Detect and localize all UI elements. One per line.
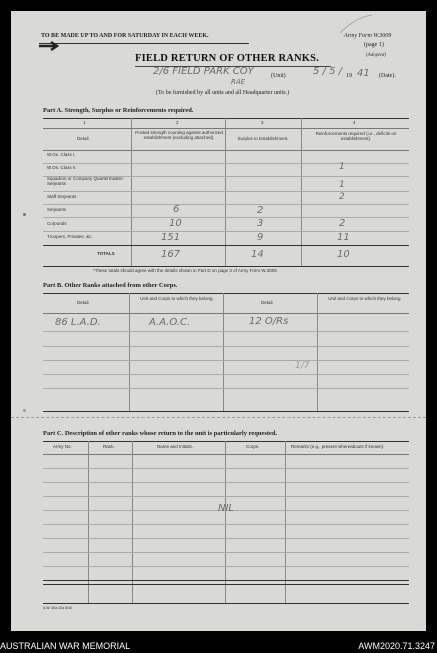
partB-col-divider: [317, 293, 318, 411]
partA-footnote: *These totals should agree with the details shown in Part D on page 3 of Army Form W.3009.: [93, 268, 278, 273]
partA-colhead-detail: Detail.: [77, 136, 90, 141]
perforation-line: [11, 417, 426, 418]
partB-bottom-rule: [43, 411, 409, 412]
instruction-text: TO BE MADE UP TO AND FOR SATURDAY IN EACH WEEK.: [41, 33, 209, 39]
partA-row-reinf: 2: [339, 218, 346, 229]
year-handwritten: 41: [357, 68, 370, 79]
partA-row-posted: 6: [173, 204, 180, 215]
row-rule: [43, 482, 409, 483]
row-rule: [43, 231, 409, 232]
partA-col-divider: [301, 118, 302, 266]
partA-colnum-3: 3: [261, 120, 264, 125]
partC-col-divider: [88, 441, 89, 603]
form-page: [11, 11, 426, 631]
partA-row-surplus: 9: [257, 232, 264, 243]
form-title: FIELD RETURN OF OTHER RANKS.: [135, 53, 320, 64]
date-label: (Date).: [379, 73, 396, 79]
unit-handwritten-corps: RAE: [231, 78, 246, 86]
archive-footer: [0, 640, 437, 653]
row-rule: [43, 163, 409, 164]
partA-bottom-rule: [43, 266, 409, 267]
totals-reinf: 10: [337, 249, 350, 260]
row-rule: [43, 191, 409, 192]
row-rule: [43, 552, 409, 553]
partB-top-rule: [43, 293, 409, 294]
partC-head-rule: [43, 454, 409, 455]
partC-top-rule: [43, 441, 409, 442]
partB-colhead-detail2: Detail.: [261, 300, 274, 305]
row-rule: [43, 217, 409, 218]
totals-posted: 167: [161, 249, 181, 260]
partA-row-reinf: 1: [339, 162, 345, 172]
partB-scribble: 1/7: [295, 361, 310, 371]
partA-row-detail: Corporals: [47, 221, 67, 226]
partB-col-divider: [223, 293, 224, 411]
partA-colhead-posted: Posted strength counting against authorized establishment (excluding attached).: [135, 130, 223, 140]
partA-row-reinf: 11: [337, 232, 350, 243]
row-rule: [43, 204, 409, 205]
partB-entry-detail2: 12 O/Rs: [249, 316, 289, 327]
partC-colhead-name: Name and Initials.: [157, 444, 194, 449]
partB-entry-unit: A.A.O.C.: [149, 317, 191, 328]
footer-accession: AWM2020.71.3247: [358, 641, 435, 651]
partA-col-divider: [225, 118, 226, 266]
partA-head-rule: [43, 150, 409, 151]
row-rule: [43, 566, 409, 567]
row-rule: [43, 360, 409, 361]
partC-col-divider: [225, 441, 226, 603]
partA-row-surplus: 2: [257, 205, 264, 216]
partB-col-divider: [129, 293, 130, 411]
row-rule: [43, 524, 409, 525]
year-prefix: 19: [346, 73, 352, 79]
row-rule: [43, 331, 409, 332]
partA-row-detail: Staff Serjeants: [47, 194, 77, 199]
partA-top-rule: [43, 118, 409, 119]
row-rule: [43, 468, 409, 469]
partA-row-detail: Troopers, Privates, &c.: [47, 234, 93, 239]
page-number: (page 1): [364, 42, 384, 48]
partC-col-divider: [285, 441, 286, 603]
partA-row-posted: 10: [169, 218, 182, 229]
footer-institution: AUSTRALIAN WAR MEMORIAL: [0, 641, 131, 651]
unit-handwritten: 2/6 FIELD PARK COY: [153, 66, 254, 77]
partA-colnum-2: 2: [176, 120, 179, 125]
partC-col-divider: [132, 441, 133, 603]
partA-colnum-4: 4: [353, 120, 356, 125]
partC-heading: Part C. Description of other ranks whose return to the unit is particularly requested.: [43, 430, 278, 437]
partB-colhead-detail: Detail.: [77, 300, 90, 305]
print-code: A.W. 30a 22a 5/40: [43, 606, 72, 610]
partA-row-detail: Serjeants: [47, 207, 67, 212]
partC-entry: NIL: [218, 503, 235, 514]
partC-colhead-army-no: Army No.: [53, 444, 72, 449]
date-handwritten: 5 / 5 /: [313, 66, 342, 77]
row-rule: [43, 580, 409, 581]
row-rule: [43, 496, 409, 497]
partB-colhead-unit: Unit and Corps to which they belong.: [140, 296, 214, 301]
punch-hole: [23, 213, 26, 216]
form-number: Army Form W.3009: [344, 33, 392, 39]
row-rule: [43, 538, 409, 539]
punch-hole: [23, 409, 26, 412]
partA-row-reinf: 2: [339, 192, 345, 202]
partC-colhead-rank: Rank.: [103, 444, 115, 449]
partB-heading: Part B. Other Ranks attached from other Corps.: [43, 282, 178, 289]
adopted-note: (Adopted): [366, 53, 386, 58]
partC-colhead-corps: Corps.: [246, 444, 260, 449]
partC-colhead-remarks: Remarks (e.g., present whereabouts if known).: [291, 444, 385, 449]
totals-rule: [43, 245, 409, 246]
row-rule: [43, 374, 409, 375]
row-rule: [43, 388, 409, 389]
partB-head-rule: [43, 313, 409, 314]
instruction-underline: [39, 43, 249, 44]
partA-row-reinf: 1: [339, 180, 345, 190]
partA-row-posted: 151: [161, 232, 181, 243]
partA-row-surplus: 3: [257, 218, 264, 229]
partA-num-rule: [43, 128, 409, 129]
partA-row-detail: W.Os. Class II.: [47, 165, 77, 170]
row-rule: [43, 346, 409, 347]
partA-heading: Part A. Strength, Surplus or Reinforcements required.: [43, 107, 194, 114]
partA-colnum-1: 1: [83, 120, 86, 125]
arrow-mark-icon: [37, 40, 63, 52]
partC-bottom-rule: [43, 603, 409, 604]
partA-colhead-surplus: Surplus to Establishment.: [237, 136, 289, 141]
partA-row-detail: W.Os. Class I.: [47, 152, 76, 157]
partA-colhead-reinf: Reinforcements required (i.e., deficits on establishment).: [315, 131, 397, 141]
partB-colhead-unit2: Unit and Corps to which they belong.: [328, 296, 402, 301]
row-rule: [43, 584, 409, 585]
unit-label: (Unit): [271, 73, 286, 79]
furnished-note: (To be furnished by all units and all Headquarter units.): [156, 90, 290, 96]
partB-entry-detail: 86 L.A.D.: [55, 317, 101, 328]
partA-col-divider: [131, 118, 132, 266]
totals-label: TOTALS: [97, 251, 115, 256]
partA-row-detail: Squadron or Company Quartermaster-Serjeants: [47, 176, 125, 186]
totals-surplus: 14: [251, 249, 264, 260]
pencil-mark: [336, 13, 376, 35]
